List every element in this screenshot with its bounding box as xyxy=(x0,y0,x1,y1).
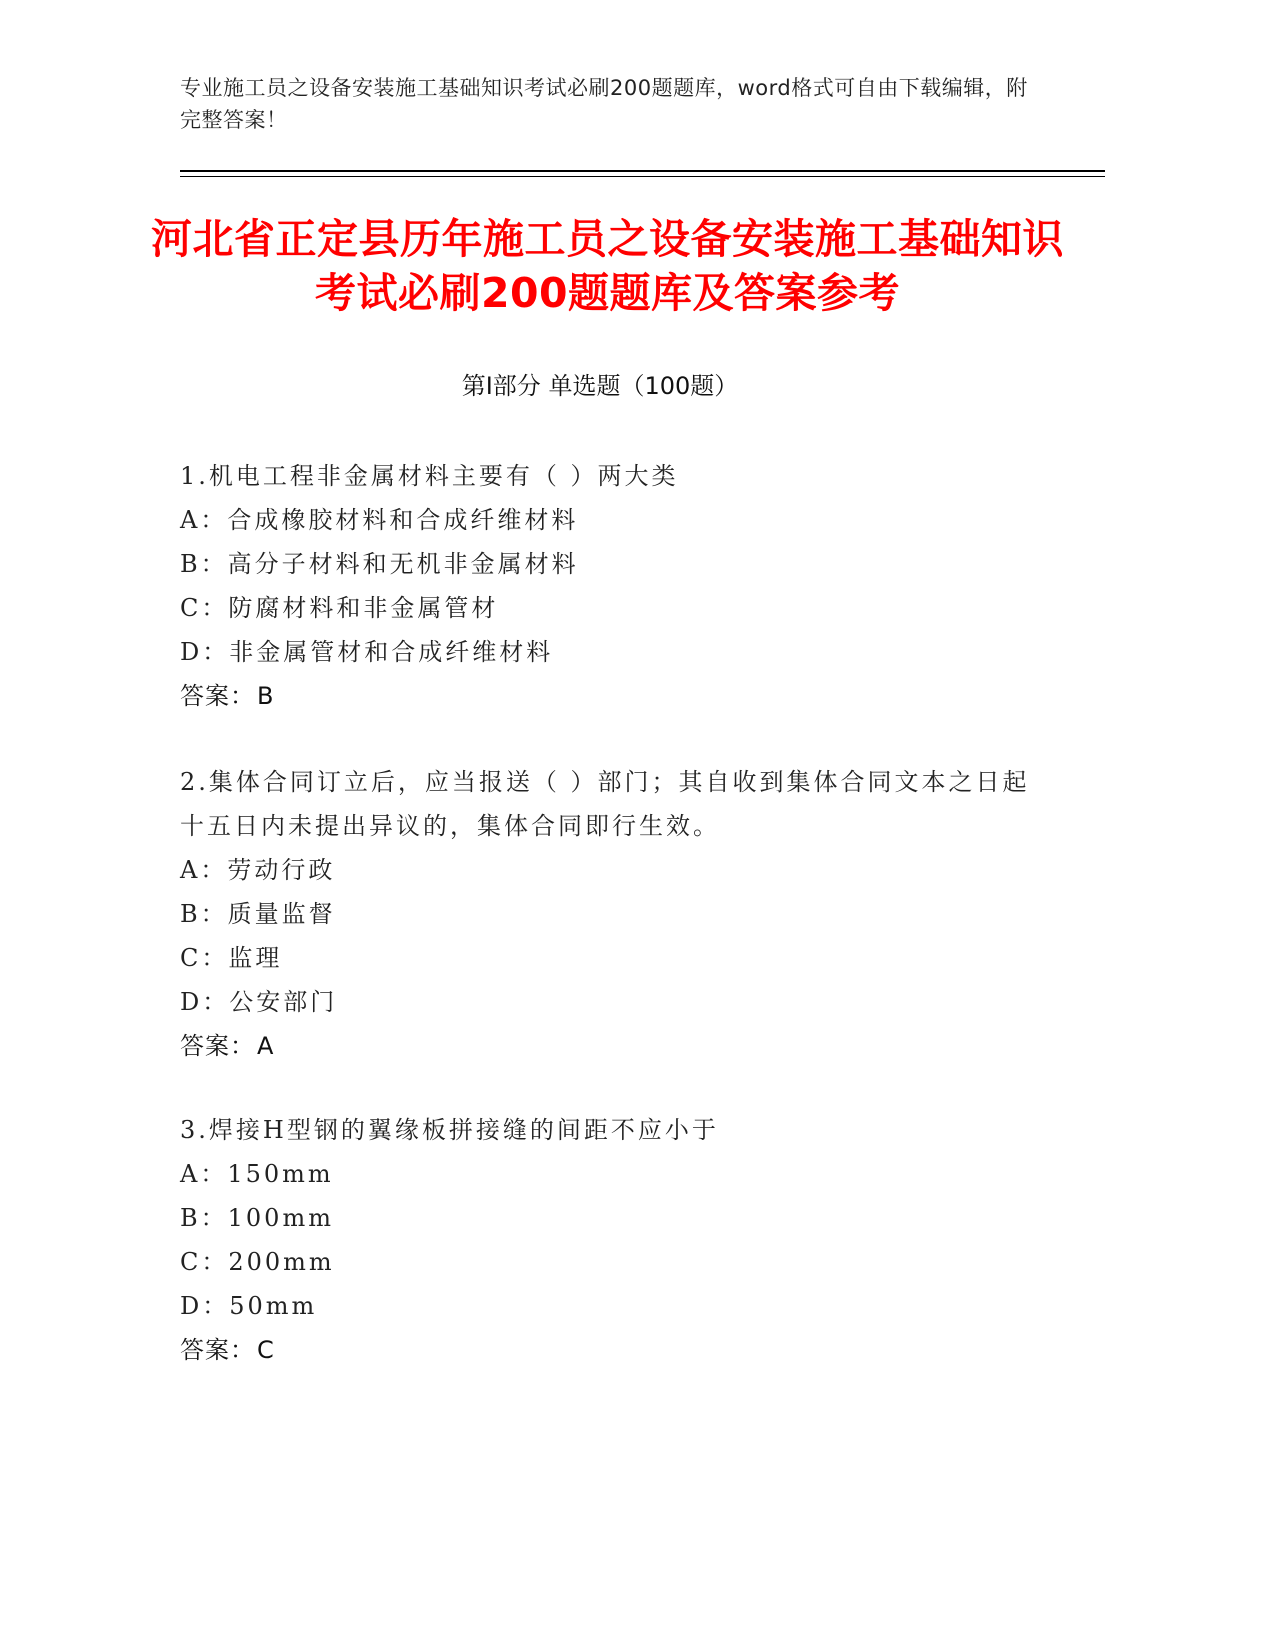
question-2 xyxy=(180,760,1040,1068)
document-title: 河北省正定县历年施工员之设备安装施工基础知识考试必刷200题题库及答案参考 xyxy=(151,215,1064,317)
answer-line xyxy=(180,674,1040,718)
header-rule-thin xyxy=(180,176,1105,177)
option-a: A：合成橡胶材料和合成纤维材料 xyxy=(180,506,579,534)
option-b: B：100mm xyxy=(180,1204,334,1232)
answer-line xyxy=(180,1328,1040,1372)
option-b: B：高分子材料和无机非金属材料 xyxy=(180,550,579,578)
answer-value: C xyxy=(257,1336,275,1364)
answer-label: 答案： xyxy=(180,1032,255,1060)
answer-label: 答案： xyxy=(180,1336,255,1364)
question-3 xyxy=(180,1108,1040,1372)
answer-line xyxy=(180,1024,1040,1068)
answer-value: B xyxy=(257,682,275,710)
header-rule-thick xyxy=(180,170,1105,172)
section-title: 第Ⅰ部分 单选题（100题） xyxy=(461,372,739,400)
header-note: 专业施工员之设备安装施工基础知识考试必刷200题题库，word格式可自由下载编辑，附完整答案！ xyxy=(180,76,1028,132)
option-d: D：公安部门 xyxy=(180,988,338,1016)
option-c: C：监理 xyxy=(180,944,283,972)
option-a: A：劳动行政 xyxy=(180,856,336,884)
question-1 xyxy=(180,454,1040,718)
option-c: C：200mm xyxy=(180,1248,335,1276)
option-d: D：非金属管材和合成纤维材料 xyxy=(180,638,554,666)
question-stem: 3.焊接H型钢的翼缘板拼接缝的间距不应小于 xyxy=(180,1116,719,1144)
option-d: D：50mm xyxy=(180,1292,318,1320)
option-a: A：150mm xyxy=(180,1160,334,1188)
answer-label: 答案： xyxy=(180,682,255,710)
option-b: B：质量监督 xyxy=(180,900,336,928)
option-c: C：防腐材料和非金属管材 xyxy=(180,594,499,622)
question-stem: 2.集体合同订立后，应当报送（ ）部门；其自收到集体合同文本之日起十五日内未提出异议的，集体合同即行生效。 xyxy=(180,768,1030,840)
answer-value: A xyxy=(257,1032,275,1060)
question-stem: 1.机电工程非金属材料主要有（ ）两大类 xyxy=(180,462,679,490)
